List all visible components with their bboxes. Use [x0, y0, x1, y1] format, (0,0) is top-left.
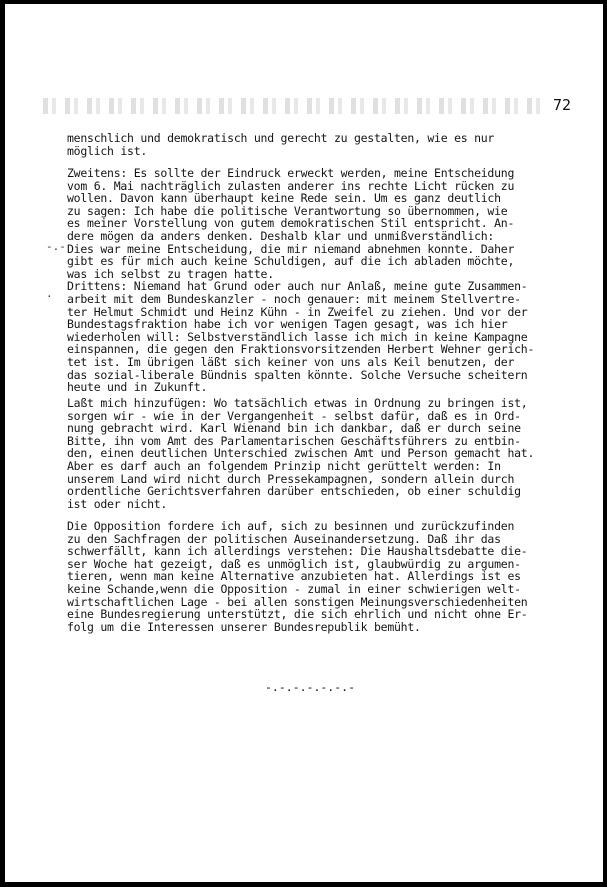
paragraph: menschlich und demokratisch und gerecht zu gestalten, wie es nur möglich ist.	[67, 131, 495, 158]
margin-mark: .	[46, 287, 53, 300]
paragraph: Die Opposition fordere ich auf, sich zu besinnen und zurückzufinden zu den Sachfragen der politischen Auseinandersetzung. Daß ihr das schwerfällt, kann ich allerdings verstehen: Die Haushaltsdebatte die- ser Woche hat gezeigt, daß es unmöglich ist, glaubwürdig zu argumen- tieren, wenn man keine Alternative anzubieten hat. Allerdings ist es keine Schande,wenn die Opposition - zumal in einer schwierigen welt- wirtschaftlichen Lage - bei allen sonstigen Meinungsverschiedenheiten eine Bundesregierung unterstützt, die sich ehrlich und nicht ohne Er- folg um die Interessen unserer Bundesrepublik bemüht.	[67, 519, 528, 634]
end-separator: -.-.-.-.-.-.-	[265, 680, 356, 694]
document-page	[5, 4, 603, 882]
faint-header-text	[43, 98, 543, 114]
margin-mark: -.-	[46, 240, 66, 253]
page-number: 72	[553, 96, 572, 114]
paragraph: Laßt mich hinzufügen: Wo tatsächlich etwas in Ordnung zu bringen ist, sorgen wir - wie in der Vergangenheit - selbst dafür, daß es in Ord- nung gebracht wird. Karl Wienand bin ich dankbar, daß er durch seine Bitte, ihn vom Amt des Parlamentarischen Geschäftsführers zu entbin- den, einen deutlichen Unterschied zwischen Amt und Person gemacht hat. Aber es darf auch an folgendem Prinzip nicht gerüttelt werden: In unserem Land wird nicht durch Pressekampagnen, sondern allein durch ordentliche Gerichtsverfahren darüber entschieden, ob einer schuldig ist oder nicht.	[67, 396, 535, 511]
paragraph: Zweitens: Es sollte der Eindruck erweckt werden, meine Entscheidung vom 6. Mai nachträglich zulasten anderer ins rechte Licht rücken zu wollen. Davon kann überhaupt keine Rede sein. Um es ganz deutlich zu sagen: Ich habe die politische Verantwortung so übernommen, wie es meiner Vorstellung von gutem demokratischen Stil entspricht. An- dere mögen da anders denken. Deshalb klar und unmißverständlich: Dies war meine Entscheidung, die mir niemand abnehmen konnte. Daher gibt es für mich auch keine Schuldigen, auf die ich abladen möchte, was ich selbst zu tragen hatte. Drittens: Niemand hat Grund oder auch nur Anlaß, meine gute Zusammen- arbeit mit dem Bundeskanzler - noch genauer: mit meinem Stellvertre- ter Helmut Schmidt und Heinz Kühn - in Zweifel zu ziehen. Und vor der Bundestagsfraktion habe ich vor wenigen Tagen gesagt, was ich hier wiederholen will: Selbstverständlich lasse ich mich in keine Kampagne einspannen, die gegen den Fraktionsvorsitzenden Herbert Wehner gerich- tet ist. Im übrigen läßt sich keiner von uns als Keil benutzen, der das sozial-liberale Bündnis spalten könnte. Solche Versuche scheitern heute und in Zukunft.	[67, 166, 535, 395]
